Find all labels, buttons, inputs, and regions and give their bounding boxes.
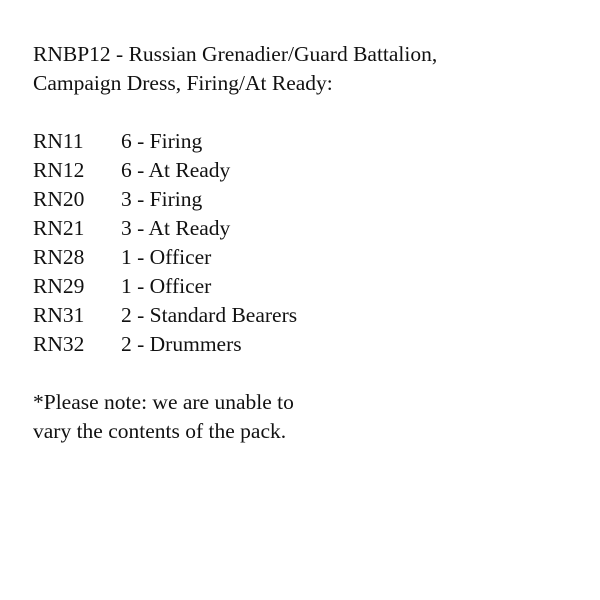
pack-title-line-1: RNBP12 - Russian Grenadier/Guard Battalion, [33, 42, 438, 66]
item-description: 6 - Firing [121, 129, 203, 153]
pack-title [33, 40, 573, 98]
item-code: RN31 [33, 303, 85, 327]
list-item [33, 156, 573, 185]
item-code: RN32 [33, 332, 85, 356]
item-code: RN11 [33, 129, 84, 153]
item-description: 1 - Officer [121, 245, 212, 269]
list-item [33, 214, 573, 243]
item-description: 2 - Standard Bearers [121, 303, 298, 327]
pack-description [33, 40, 573, 446]
item-code: RN20 [33, 187, 85, 211]
item-code: RN21 [33, 216, 85, 240]
item-code: RN29 [33, 274, 85, 298]
pack-title-line-2: Campaign Dress, Firing/At Ready: [33, 71, 333, 95]
item-description: 1 - Officer [121, 274, 212, 298]
list-item [33, 243, 573, 272]
list-item [33, 301, 573, 330]
item-description: 3 - At Ready [121, 216, 231, 240]
pack-contents-list [33, 127, 573, 359]
item-description: 6 - At Ready [121, 158, 231, 182]
list-item [33, 185, 573, 214]
note-line-2: vary the contents of the pack. [33, 419, 287, 443]
item-description: 3 - Firing [121, 187, 203, 211]
pack-note [33, 388, 573, 446]
list-item [33, 330, 573, 359]
item-description: 2 - Drummers [121, 332, 242, 356]
list-item [33, 127, 573, 156]
item-code: RN12 [33, 158, 85, 182]
list-item [33, 272, 573, 301]
item-code: RN28 [33, 245, 85, 269]
note-line-1: *Please note: we are unable to [33, 390, 294, 414]
